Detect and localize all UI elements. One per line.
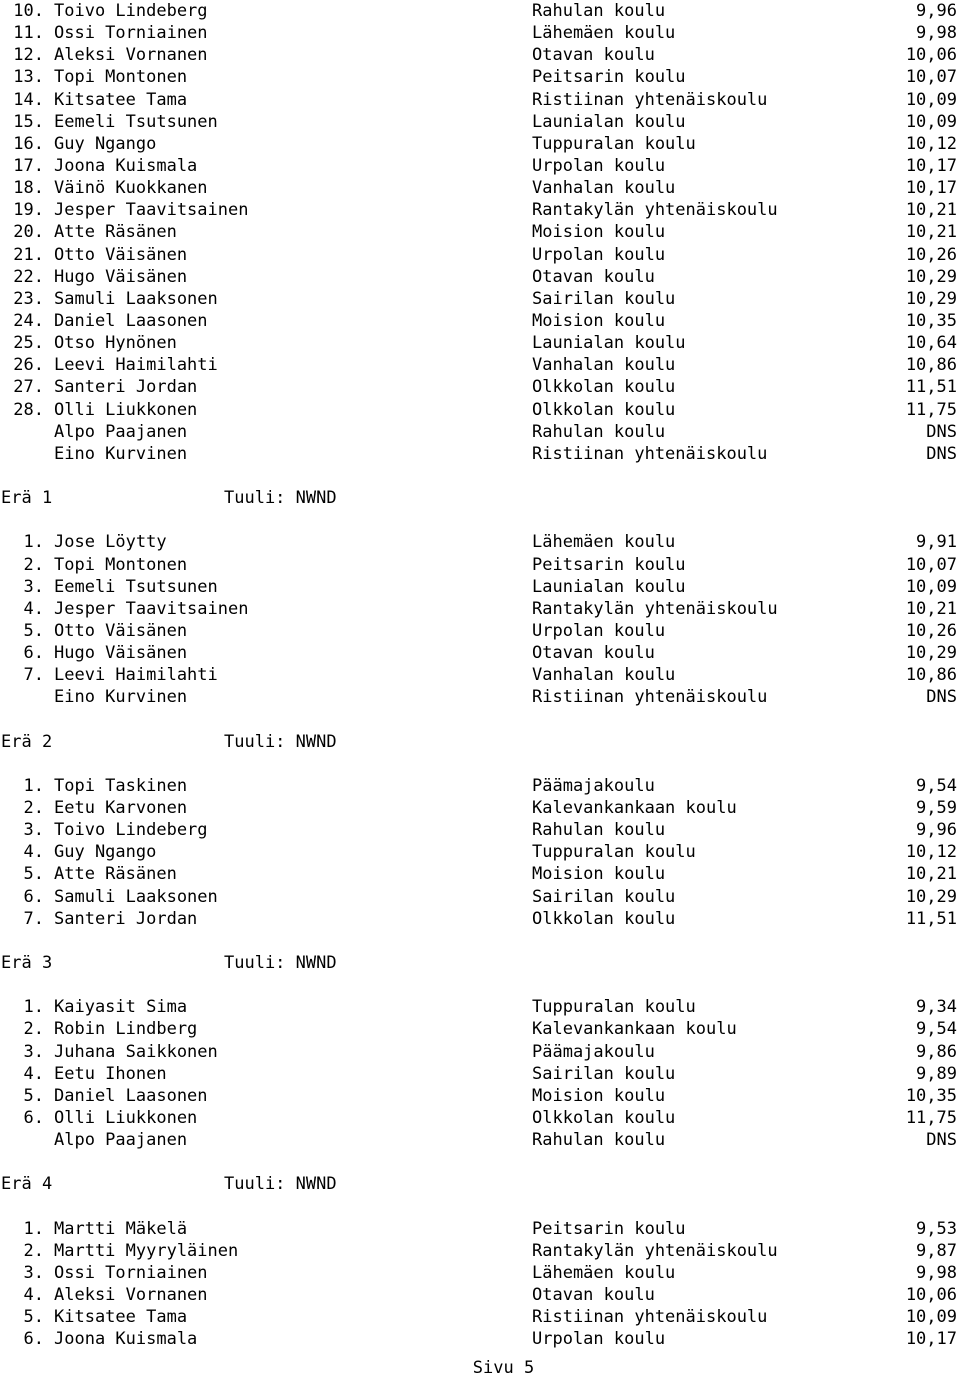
athlete-name: Aleksi Vornanen	[54, 45, 208, 66]
school-name: Peitsarin koulu	[532, 67, 686, 88]
school-name: Otavan koulu	[532, 45, 655, 66]
heat-header	[0, 487, 960, 509]
athlete-name: Otso Hynönen	[54, 333, 177, 354]
school-name: Rantakylän yhtenäiskoulu	[532, 1240, 778, 1261]
place-number: 4.	[23, 842, 44, 863]
school-name: Lähemäen koulu	[532, 1262, 676, 1283]
place-number: 6.	[23, 886, 44, 907]
school-name: Urpolan koulu	[532, 1329, 666, 1350]
result-time: 11,75	[905, 1108, 957, 1128]
place-number: 6.	[23, 1329, 44, 1350]
result-row	[0, 89, 960, 111]
result-row	[0, 66, 960, 88]
school-name: Vanhalan koulu	[532, 178, 676, 199]
place-number: 11.	[13, 23, 44, 44]
school-name: Otavan koulu	[532, 1285, 655, 1306]
result-time: 10,07	[905, 554, 957, 575]
result-time: 10,12	[905, 842, 957, 863]
place-number: 1.	[23, 1218, 44, 1239]
place-number: 3.	[23, 576, 44, 597]
result-time: 9,87	[916, 1240, 957, 1261]
athlete-name: Juhana Saikkonen	[54, 1041, 218, 1062]
result-row	[0, 1129, 960, 1151]
school-name: Kalevankankaan koulu	[532, 1019, 737, 1040]
school-name: Urpolan koulu	[532, 244, 666, 265]
school-name: Tuppuralan koulu	[532, 842, 696, 863]
result-row	[0, 177, 960, 199]
result-row	[0, 1262, 960, 1284]
result-row	[0, 221, 960, 243]
athlete-name: Jesper Taavitsainen	[54, 598, 249, 619]
result-row	[0, 399, 960, 421]
school-name: Moision koulu	[532, 310, 666, 331]
result-time: 9,89	[916, 1063, 957, 1084]
result-time: 10,17	[905, 1329, 957, 1350]
school-name: Rahulan koulu	[532, 421, 666, 442]
place-number: 23.	[13, 288, 44, 309]
school-name: Moision koulu	[532, 222, 666, 243]
place-number: 27.	[13, 377, 44, 398]
school-name: Sairilan koulu	[532, 288, 676, 309]
result-row	[0, 797, 960, 819]
result-time: 10,26	[905, 244, 957, 265]
school-name: Olkkolan koulu	[532, 1108, 676, 1128]
school-name: Rantakylän yhtenäiskoulu	[532, 598, 778, 619]
result-row	[0, 996, 960, 1018]
result-time: 9,86	[916, 1041, 957, 1062]
heat-label: Erä 2	[1, 731, 53, 752]
school-name: Ristiinan yhtenäiskoulu	[532, 443, 768, 464]
place-number: 21.	[13, 244, 44, 265]
wind-reading: Tuuli: NWND	[224, 953, 337, 974]
result-time: 10,09	[905, 111, 957, 132]
result-row	[0, 1284, 960, 1306]
result-time: 10,29	[905, 643, 957, 664]
result-time: 10,35	[905, 310, 957, 331]
result-time: 10,21	[905, 200, 957, 221]
school-name: Päämajakoulu	[532, 775, 655, 796]
result-row	[0, 0, 960, 22]
athlete-name: Eemeli Tsutsunen	[54, 111, 218, 132]
school-name: Rahulan koulu	[532, 1130, 666, 1151]
school-name: Rahulan koulu	[532, 820, 666, 841]
school-name: Lähemäen koulu	[532, 23, 676, 44]
result-time: 10,09	[905, 1307, 957, 1328]
result-time: 10,12	[905, 133, 957, 154]
athlete-name: Daniel Laasonen	[54, 1085, 208, 1106]
place-number: 2.	[23, 1019, 44, 1040]
athlete-name: Alpo Paajanen	[54, 421, 188, 442]
result-row	[0, 354, 960, 376]
result-row	[0, 1041, 960, 1063]
result-time: 10,07	[905, 67, 957, 88]
result-time: 9,98	[916, 23, 957, 44]
result-row	[0, 686, 960, 708]
result-row	[0, 1107, 960, 1129]
result-row	[0, 1328, 960, 1350]
result-time: DNS	[926, 1130, 957, 1151]
page-number: Sivu 5	[472, 1358, 535, 1378]
result-row	[0, 1018, 960, 1040]
result-row	[0, 155, 960, 177]
school-name: Päämajakoulu	[532, 1041, 655, 1062]
place-number: 5.	[23, 1085, 44, 1106]
athlete-name: Eino Kurvinen	[54, 687, 188, 708]
place-number: 5.	[23, 620, 44, 641]
heat-header	[0, 1173, 960, 1195]
school-name: Rantakylän yhtenäiskoulu	[532, 200, 778, 221]
school-name: Vanhalan koulu	[532, 665, 676, 686]
result-time: 10,86	[905, 355, 957, 376]
place-number: 3.	[23, 820, 44, 841]
place-number: 7.	[23, 665, 44, 686]
athlete-name: Väinö Kuokkanen	[54, 178, 208, 199]
athlete-name: Topi Taskinen	[54, 775, 188, 796]
result-row	[0, 421, 960, 443]
place-number: 2.	[23, 554, 44, 575]
result-row	[0, 111, 960, 133]
athlete-name: Guy Ngango	[54, 133, 157, 154]
result-time: 10,21	[905, 864, 957, 885]
result-time: 10,21	[905, 598, 957, 619]
place-number: 17.	[13, 155, 44, 176]
place-number: 26.	[13, 355, 44, 376]
school-name: Launialan koulu	[532, 111, 686, 132]
athlete-name: Atte Räsänen	[54, 222, 177, 243]
school-name: Moision koulu	[532, 864, 666, 885]
athlete-name: Martti Myyryläinen	[54, 1240, 239, 1261]
result-row	[0, 443, 960, 465]
athlete-name: Jose Löytty	[54, 532, 167, 553]
school-name: Ristiinan yhtenäiskoulu	[532, 1307, 768, 1328]
result-row	[0, 819, 960, 841]
result-row	[0, 133, 960, 155]
result-time: 10,09	[905, 576, 957, 597]
athlete-name: Hugo Väisänen	[54, 643, 188, 664]
heat-header	[0, 952, 960, 974]
result-time: 10,29	[905, 288, 957, 309]
athlete-name: Atte Räsänen	[54, 864, 177, 885]
result-row	[0, 310, 960, 332]
result-row	[0, 554, 960, 576]
place-number: 19.	[13, 200, 44, 221]
school-name: Tuppuralan koulu	[532, 133, 696, 154]
place-number: 14.	[13, 89, 44, 110]
result-row	[0, 266, 960, 288]
school-name: Peitsarin koulu	[532, 1218, 686, 1239]
athlete-name: Martti Mäkelä	[54, 1218, 188, 1239]
result-row	[0, 620, 960, 642]
athlete-name: Eetu Ihonen	[54, 1063, 167, 1084]
result-time: DNS	[926, 687, 957, 708]
athlete-name: Joona Kuismala	[54, 1329, 198, 1350]
place-number: 7.	[23, 908, 44, 929]
athlete-name: Santeri Jordan	[54, 908, 198, 929]
athlete-name: Samuli Laaksonen	[54, 288, 218, 309]
result-time: 9,54	[916, 775, 957, 796]
place-number: 2.	[23, 1240, 44, 1261]
athlete-name: Olli Liukkonen	[54, 1108, 198, 1128]
result-time: 10,17	[905, 178, 957, 199]
result-row	[0, 1306, 960, 1328]
athlete-name: Daniel Laasonen	[54, 310, 208, 331]
athlete-name: Eetu Karvonen	[54, 798, 188, 819]
athlete-name: Leevi Haimilahti	[54, 665, 218, 686]
school-name: Lähemäen koulu	[532, 532, 676, 553]
result-time: 10,21	[905, 222, 957, 243]
place-number: 22.	[13, 266, 44, 287]
result-time: 9,54	[916, 1019, 957, 1040]
result-row	[0, 376, 960, 398]
result-row	[0, 908, 960, 930]
athlete-name: Topi Montonen	[54, 67, 188, 88]
place-number: 1.	[23, 532, 44, 553]
result-time: 9,34	[916, 997, 957, 1018]
result-time: DNS	[926, 443, 957, 464]
result-time: 10,17	[905, 155, 957, 176]
place-number: 3.	[23, 1262, 44, 1283]
result-row	[0, 664, 960, 686]
place-number: 2.	[23, 798, 44, 819]
athlete-name: Kitsatee Tama	[54, 89, 188, 110]
result-row	[0, 332, 960, 354]
place-number: 15.	[13, 111, 44, 132]
heat-header	[0, 731, 960, 753]
athlete-name: Leevi Haimilahti	[54, 355, 218, 376]
place-number: 4.	[23, 1285, 44, 1306]
school-name: Olkkolan koulu	[532, 399, 676, 420]
result-row	[0, 1240, 960, 1262]
school-name: Sairilan koulu	[532, 1063, 676, 1084]
athlete-name: Eemeli Tsutsunen	[54, 576, 218, 597]
result-time: 10,35	[905, 1085, 957, 1106]
result-time: 10,64	[905, 333, 957, 354]
school-name: Olkkolan koulu	[532, 908, 676, 929]
place-number: 4.	[23, 598, 44, 619]
school-name: Otavan koulu	[532, 643, 655, 664]
heat-label: Erä 3	[1, 953, 53, 974]
result-row	[0, 199, 960, 221]
athlete-name: Samuli Laaksonen	[54, 886, 218, 907]
result-time: 9,96	[916, 1, 957, 21]
wind-reading: Tuuli: NWND	[224, 1174, 337, 1195]
result-row	[0, 863, 960, 885]
place-number: 20.	[13, 222, 44, 243]
athlete-name: Olli Liukkonen	[54, 399, 198, 420]
result-row	[0, 244, 960, 266]
place-number: 5.	[23, 1307, 44, 1328]
result-time: 9,59	[916, 798, 957, 819]
athlete-name: Hugo Väisänen	[54, 266, 188, 287]
school-name: Ristiinan yhtenäiskoulu	[532, 687, 768, 708]
school-name: Launialan koulu	[532, 333, 686, 354]
school-name: Ristiinan yhtenäiskoulu	[532, 89, 768, 110]
wind-reading: Tuuli: NWND	[224, 488, 337, 509]
athlete-name: Otto Väisänen	[54, 244, 188, 265]
place-number: 25.	[13, 333, 44, 354]
place-number: 13.	[13, 67, 44, 88]
result-row	[0, 531, 960, 553]
school-name: Urpolan koulu	[532, 155, 666, 176]
athlete-name: Joona Kuismala	[54, 155, 198, 176]
school-name: Sairilan koulu	[532, 886, 676, 907]
result-time: 10,06	[905, 45, 957, 66]
result-row	[0, 44, 960, 66]
athlete-name: Ossi Torniainen	[54, 1262, 208, 1283]
school-name: Otavan koulu	[532, 266, 655, 287]
place-number: 1.	[23, 775, 44, 796]
place-number: 18.	[13, 178, 44, 199]
result-row	[0, 886, 960, 908]
athlete-name: Kitsatee Tama	[54, 1307, 188, 1328]
place-number: 6.	[23, 1108, 44, 1128]
result-time: 10,26	[905, 620, 957, 641]
result-time: 10,86	[905, 665, 957, 686]
school-name: Kalevankankaan koulu	[532, 798, 737, 819]
place-number: 4.	[23, 1063, 44, 1084]
athlete-name: Alpo Paajanen	[54, 1130, 188, 1151]
school-name: Launialan koulu	[532, 576, 686, 597]
school-name: Rahulan koulu	[532, 1, 666, 21]
result-time: 10,06	[905, 1285, 957, 1306]
result-row	[0, 22, 960, 44]
result-row	[0, 1063, 960, 1085]
athlete-name: Ossi Torniainen	[54, 23, 208, 44]
school-name: Olkkolan koulu	[532, 377, 676, 398]
place-number: 24.	[13, 310, 44, 331]
result-time: 9,91	[916, 532, 957, 553]
athlete-name: Jesper Taavitsainen	[54, 200, 249, 221]
result-time: 11,51	[905, 377, 957, 398]
place-number: 16.	[13, 133, 44, 154]
result-row	[0, 1085, 960, 1107]
athlete-name: Aleksi Vornanen	[54, 1285, 208, 1306]
athlete-name: Toivo Lindeberg	[54, 1, 208, 21]
athlete-name: Robin Lindberg	[54, 1019, 198, 1040]
place-number: 28.	[13, 399, 44, 420]
heat-label: Erä 1	[1, 488, 53, 509]
result-time: 9,98	[916, 1262, 957, 1283]
result-time: DNS	[926, 421, 957, 442]
place-number: 3.	[23, 1041, 44, 1062]
athlete-name: Eino Kurvinen	[54, 443, 188, 464]
school-name: Urpolan koulu	[532, 620, 666, 641]
place-number: 10.	[13, 1, 44, 21]
athlete-name: Topi Montonen	[54, 554, 188, 575]
result-row	[0, 775, 960, 797]
athlete-name: Toivo Lindeberg	[54, 820, 208, 841]
school-name: Moision koulu	[532, 1085, 666, 1106]
result-time: 10,29	[905, 886, 957, 907]
athlete-name: Santeri Jordan	[54, 377, 198, 398]
result-time: 11,75	[905, 399, 957, 420]
result-time: 9,96	[916, 820, 957, 841]
wind-reading: Tuuli: NWND	[224, 731, 337, 752]
school-name: Tuppuralan koulu	[532, 997, 696, 1018]
result-time: 10,29	[905, 266, 957, 287]
place-number: 5.	[23, 864, 44, 885]
result-row	[0, 288, 960, 310]
heat-label: Erä 4	[1, 1174, 53, 1195]
result-row	[0, 598, 960, 620]
athlete-name: Otto Väisänen	[54, 620, 188, 641]
school-name: Vanhalan koulu	[532, 355, 676, 376]
result-row	[0, 1218, 960, 1240]
place-number: 1.	[23, 997, 44, 1018]
athlete-name: Guy Ngango	[54, 842, 157, 863]
school-name: Peitsarin koulu	[532, 554, 686, 575]
result-row	[0, 841, 960, 863]
result-row	[0, 576, 960, 598]
place-number: 12.	[13, 45, 44, 66]
place-number: 6.	[23, 643, 44, 664]
result-time: 11,51	[905, 908, 957, 929]
result-time: 9,53	[916, 1218, 957, 1239]
result-row	[0, 642, 960, 664]
athlete-name: Kaiyasit Sima	[54, 997, 188, 1018]
result-time: 10,09	[905, 89, 957, 110]
